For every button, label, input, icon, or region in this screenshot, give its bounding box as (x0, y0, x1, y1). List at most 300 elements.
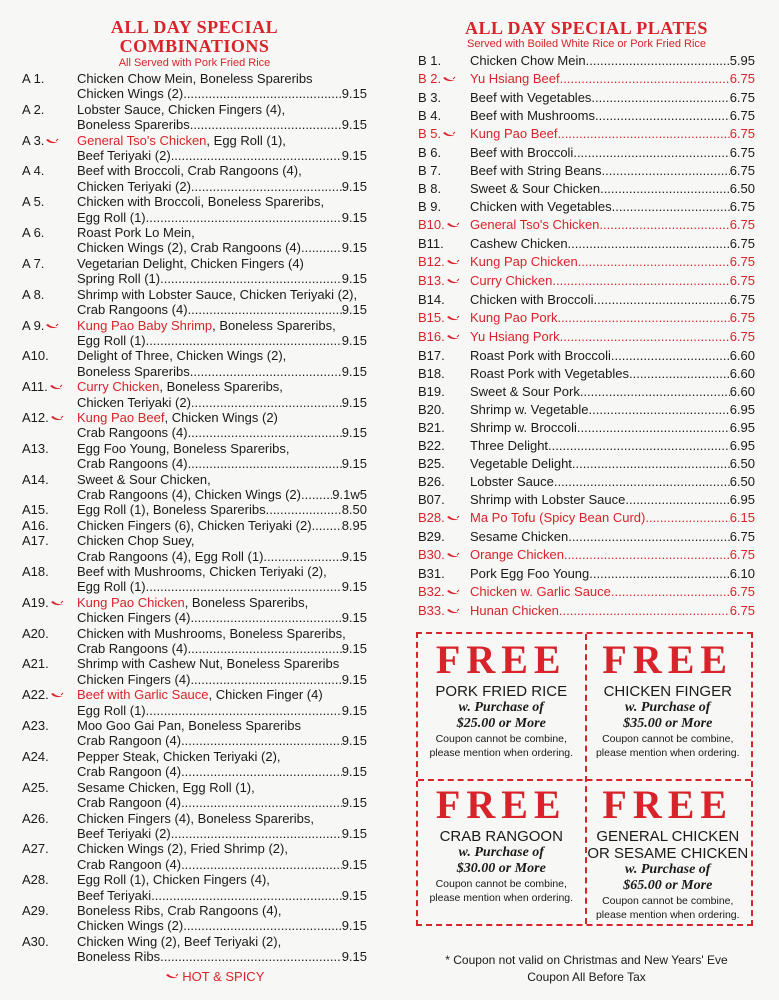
combo-code: A 7. (22, 255, 45, 271)
combo-line: Crab Rangoons (4) ..... 9.15 (77, 641, 367, 656)
dot-leader (573, 144, 729, 162)
combo-code: A 1. (22, 71, 45, 86)
coupon (418, 779, 585, 924)
plate-code: B 5. (418, 125, 470, 144)
dot-leader (591, 89, 729, 107)
plate-item (418, 401, 755, 419)
dot-leader (594, 291, 730, 309)
plate-item (418, 455, 755, 473)
combo-code: A16. (22, 517, 49, 533)
combo-line: Chicken Fingers (4) ..... 9.15 (77, 610, 367, 625)
coupon-amount: $30.00 or More (456, 861, 546, 876)
plate-item (418, 253, 755, 272)
plate-code: B18. (418, 366, 445, 381)
chili-pepper-icon (446, 257, 460, 269)
plate-price: 6.95 (729, 420, 755, 435)
dot-leader (181, 733, 342, 748)
plate-item (418, 89, 755, 107)
combo-item (22, 133, 367, 164)
dot-leader (589, 401, 730, 419)
chili-pepper-icon (50, 598, 64, 610)
combo-line: Vegetarian Delight, Chicken Fingers (4) (77, 255, 304, 271)
plate-price: 6.75 (729, 547, 755, 562)
combo-line: Chicken Teriyaki (2) ..... 9.15 (77, 179, 367, 194)
plate-item (418, 528, 755, 546)
plate-name: Yu Hsiang Beef (470, 71, 560, 86)
plate-price: 6.60 (729, 366, 755, 381)
combo-item (22, 441, 367, 472)
dot-leader (190, 364, 342, 379)
plate-price: 6.75 (729, 584, 755, 599)
combo-line: Crab Rangoon (4) ..... 9.15 (77, 857, 367, 872)
plate-item (418, 107, 755, 125)
chili-pepper-icon (446, 332, 460, 344)
chili-pepper-icon (446, 313, 460, 325)
combo-item (22, 287, 367, 318)
combo-code: A25. (22, 779, 49, 795)
plates-list (418, 52, 755, 621)
combo-code: A26. (22, 810, 49, 826)
coupon-item: OR SESAME CHICKEN (587, 845, 749, 862)
combo-item (22, 841, 367, 872)
dot-leader (312, 518, 342, 533)
plate-name: Beef with Broccoli (470, 145, 574, 160)
combo-price: 9.15 (341, 363, 367, 379)
combo-item (22, 71, 367, 102)
combo-item (22, 595, 367, 626)
coupon-note: please mention when ordering. (429, 892, 574, 904)
combo-line: Crab Rangoons (4), Chicken Wings (2) ..... 9.1w5 (77, 487, 367, 502)
plate-code: B 8. (418, 181, 442, 196)
combo-code: A24. (22, 748, 49, 764)
plate-name: Sweet & Sour Pork (470, 384, 580, 399)
combo-line: Boneless Spareribs ..... 9.15 (77, 117, 367, 132)
plate-code: B19. (418, 384, 445, 399)
combo-line: Crab Rangoon (4) ..... 9.15 (77, 764, 367, 779)
plate-code: B33. (418, 602, 470, 621)
plate-item (418, 419, 755, 437)
combo-line: Boneless Ribs, Crab Rangoons (4), (77, 902, 282, 918)
combo-line: Egg Foo Young, Boneless Spareribs, (77, 440, 290, 456)
plate-item (418, 144, 755, 162)
plate-item (418, 162, 755, 180)
combo-line: Kung Pao Baby Shrimp, Boneless Spareribs, (77, 317, 336, 333)
dot-leader (190, 117, 342, 132)
dot-leader (146, 703, 342, 718)
combo-price: 9.15 (341, 209, 367, 225)
combo-line: Shrimp with Lobster Sauce, Chicken Teriyaki (2), (77, 286, 358, 302)
plate-code: B12. (418, 253, 470, 272)
combo-price: 8.95 (341, 517, 367, 533)
plate-name: Beef with Vegetables (470, 90, 592, 105)
plate-name: Shrimp w. Broccoli (470, 420, 577, 435)
coupon-free-label: FREE (435, 782, 567, 827)
dot-leader (146, 579, 342, 594)
plate-item (418, 70, 755, 89)
combo-price: 9.15 (341, 425, 367, 441)
plate-item (418, 125, 755, 144)
coupon-amount: $35.00 or More (623, 716, 713, 731)
combo-line: Kung Pao Chicken, Boneless Spareribs, (77, 594, 309, 610)
combo-line: Crab Rangoons (4), Egg Roll (1) ..... 9.15 (77, 549, 367, 564)
plate-name: Shrimp w. Vegetable (470, 402, 589, 417)
plate-item (418, 309, 755, 328)
plate-name: Yu Hsiang Pork (470, 329, 560, 344)
dot-leader (188, 641, 342, 656)
plate-price: 6.75 (729, 126, 755, 141)
plate-price: 6.75 (729, 310, 755, 325)
plate-name: Roast Pork with Vegetables (470, 366, 629, 381)
combo-price: 9.15 (341, 271, 367, 287)
plate-item (418, 546, 755, 565)
dot-leader (183, 918, 341, 933)
dot-leader (586, 52, 730, 70)
coupon-note: Coupon cannot be combine, (602, 895, 734, 907)
combo-line: Beef with Broccoli, Crab Rangoons (4), (77, 163, 302, 179)
chili-pepper-icon (446, 606, 460, 618)
plate-item (418, 437, 755, 455)
plate-item (418, 180, 755, 198)
combo-price: 9.15 (341, 302, 367, 318)
dot-leader (181, 857, 342, 872)
combo-item (22, 410, 367, 441)
chili-pepper-icon (45, 136, 59, 148)
plate-code: B29. (418, 529, 445, 544)
plate-code: B26. (418, 474, 445, 489)
combo-item (22, 163, 367, 194)
coupon-item: GENERAL CHICKEN (596, 828, 740, 845)
plate-code: B 2. (418, 70, 470, 89)
combo-line: Chicken Wings (2), Fried Shrimp (2), (77, 841, 288, 857)
plate-code: B13. (418, 272, 470, 291)
spicy-dish-name: Kung Pao Baby Shrimp (77, 317, 213, 333)
dot-leader (151, 888, 342, 903)
dot-leader (548, 437, 730, 455)
coupon-note: please mention when ordering. (595, 747, 740, 759)
coupon-free-label: FREE (602, 782, 734, 827)
combo-code: A 4. (22, 163, 45, 179)
combo-line: Egg Roll (1) ..... 9.15 (77, 210, 367, 225)
dot-leader (190, 610, 341, 625)
combo-price: 9.15 (341, 579, 367, 595)
plate-price: 6.75 (729, 273, 755, 288)
dot-leader (191, 395, 342, 410)
plate-price: 6.75 (729, 163, 755, 178)
plate-name: Kung Pao Beef (470, 126, 558, 141)
combo-line: Kung Pao Beef, Chicken Wings (2) (77, 409, 278, 425)
combo-code: A10. (22, 348, 49, 364)
chili-pepper-icon (446, 220, 460, 232)
spicy-dish-name: Kung Pao Beef (77, 409, 165, 425)
plate-price: 6.15 (729, 510, 755, 525)
plate-code: B28. (418, 509, 470, 528)
plate-name: Lobster Sauce (470, 474, 554, 489)
plate-code: B32. (418, 583, 470, 602)
plate-name: Chicken with Broccoli (470, 292, 594, 307)
dot-leader (595, 107, 730, 125)
dot-leader (146, 210, 342, 225)
dot-leader (191, 179, 342, 194)
combo-line: Chicken Wings (2) ..... 9.15 (77, 918, 367, 933)
combo-line: Crab Rangoons (4) ..... 9.15 (77, 456, 367, 471)
plate-name: Chicken Chow Mein (470, 53, 586, 68)
plate-item (418, 235, 755, 253)
dot-leader (560, 70, 730, 89)
combo-item (22, 564, 367, 595)
dot-leader (611, 583, 730, 602)
combinations-list (22, 71, 367, 965)
dot-leader (146, 333, 342, 348)
combo-price: 9.15 (341, 671, 367, 687)
combo-code: A29. (22, 902, 49, 918)
coupon-purchase-label: w. Purchase of (625, 700, 711, 715)
dot-leader (599, 216, 729, 235)
dot-leader (580, 383, 730, 401)
combo-line: Egg Roll (1) ..... 9.15 (77, 333, 367, 348)
spicy-dish-name: Kung Pao Chicken (77, 594, 185, 610)
dot-leader (612, 198, 730, 216)
combo-code: A11. (22, 379, 77, 410)
combinations-title: ALL DAY SPECIAL COMBINATIONS (110, 17, 279, 56)
chili-pepper-icon (446, 550, 460, 562)
plate-price: 6.75 (729, 603, 755, 618)
plate-price: 6.75 (729, 145, 755, 160)
combo-price: 9.15 (341, 795, 367, 811)
plate-name: Shrimp with Lobster Sauce (470, 492, 626, 507)
dot-leader (578, 253, 730, 272)
combo-line: Sweet & Sour Chicken, (77, 471, 211, 487)
plate-code: B31. (418, 566, 445, 581)
combo-line: Egg Roll (1) ..... 9.15 (77, 579, 367, 594)
combo-code: A 5. (22, 194, 45, 210)
coupon (585, 779, 752, 924)
combo-line: Chicken Fingers (6), Chicken Teriyaki (2) ..... 8.95 (77, 518, 367, 533)
plate-name: Three Delight (470, 438, 549, 453)
combo-code: A18. (22, 564, 49, 579)
combo-line: General Tso's Chicken, Egg Roll (1), (77, 132, 286, 148)
chili-pepper-icon (165, 969, 179, 984)
combo-line: Crab Rangoons (4) ..... 9.15 (77, 425, 367, 440)
combo-code: A15. (22, 502, 49, 518)
plates-subtitle: Served with Boiled White Rice or Pork Fried Rice (466, 38, 707, 50)
coupon-footnote: * Coupon not valid on Christmas and New Years' Eve Coupon All Before Tax (445, 953, 728, 984)
coupon-note: Coupon cannot be combine, (602, 733, 734, 745)
plate-code: B15. (418, 309, 470, 328)
plate-item (418, 565, 755, 583)
combinations-subtitle: All Served with Pork Fried Rice (118, 57, 271, 69)
plate-code: B17. (418, 348, 445, 363)
dot-leader (188, 302, 342, 317)
plate-code: B 7. (418, 163, 442, 178)
combo-line: Chicken Teriyaki (2) ..... 9.15 (77, 395, 367, 410)
plate-name: Curry Chicken (470, 273, 553, 288)
plate-price: 6.75 (729, 90, 755, 105)
dot-leader (564, 546, 730, 565)
combo-price: 9.15 (341, 240, 367, 256)
plate-price: 6.75 (729, 199, 755, 214)
dot-leader (577, 419, 730, 437)
combo-line: Beef Teriyaki ..... 9.15 (77, 888, 367, 903)
special-plates-section (418, 18, 755, 621)
plate-price: 6.95 (729, 492, 755, 507)
combo-code: A20. (22, 625, 49, 641)
coupon-purchase-label: w. Purchase of (458, 845, 544, 860)
plate-item (418, 365, 755, 383)
combo-code: A27. (22, 841, 49, 857)
plate-price: 6.75 (729, 254, 755, 269)
chili-pepper-icon (45, 321, 59, 333)
plate-name: Kung Pao Pork (470, 310, 558, 325)
combo-price: 9.15 (341, 733, 367, 749)
combo-price: 9.15 (341, 825, 367, 841)
plate-name: Ma Po Tofu (Spicy Bean Curd) (470, 510, 646, 525)
dot-leader (301, 240, 342, 255)
plate-name: Roast Pork with Broccoli (470, 348, 611, 363)
dot-leader (181, 764, 342, 779)
dot-leader (554, 473, 730, 491)
coupon-amount: $65.00 or More (623, 878, 713, 893)
combo-item (22, 194, 367, 225)
combo-line: Chicken Wings (2) ..... 9.15 (77, 86, 367, 101)
plate-price: 6.75 (729, 529, 755, 544)
plate-code: B07. (418, 492, 445, 507)
combo-line: Boneless Spareribs ..... 9.15 (77, 364, 367, 379)
dot-leader (629, 365, 730, 383)
combo-line: Chicken with Mushrooms, Boneless Spareribs, (77, 625, 346, 641)
hot-spicy-legend: HOT & SPICY (62, 969, 367, 984)
plate-item (418, 328, 755, 347)
combo-item (22, 256, 367, 287)
combo-code: A13. (22, 440, 49, 456)
plate-price: 6.50 (729, 474, 755, 489)
dot-leader (611, 347, 730, 365)
plate-name: Vegetable Delight (470, 456, 572, 471)
chili-pepper-icon (442, 74, 456, 86)
plate-code: B10. (418, 216, 470, 235)
dot-leader (263, 549, 341, 564)
plate-code: B21. (418, 420, 445, 435)
combo-item (22, 348, 367, 379)
combo-item (22, 502, 367, 517)
combo-line: Spring Roll (1) ..... 9.15 (77, 271, 367, 286)
combo-item (22, 518, 367, 533)
plate-item (418, 198, 755, 216)
dot-leader (160, 949, 342, 964)
plate-code: B 9. (418, 199, 442, 214)
combo-price: 9.15 (341, 456, 367, 472)
dot-leader (560, 328, 730, 347)
plate-code: B 1. (418, 53, 442, 68)
coupon-note: please mention when ordering. (595, 909, 740, 921)
plate-item (418, 272, 755, 291)
plate-price: 6.75 (729, 71, 755, 86)
plate-code: B30. (418, 546, 470, 565)
plate-item (418, 509, 755, 528)
plate-name: Sesame Chicken (470, 529, 569, 544)
chili-pepper-icon (49, 382, 63, 394)
coupon-amount: $25.00 or More (456, 716, 546, 731)
combo-price: 9.15 (341, 178, 367, 194)
combo-line: Lobster Sauce, Chicken Fingers (4), (77, 101, 286, 117)
combo-line: Chicken with Broccoli, Boneless Spareribs, (77, 194, 325, 210)
coupon (418, 634, 585, 779)
dot-leader (557, 125, 729, 144)
plate-code: B 6. (418, 145, 442, 160)
dot-leader (181, 795, 342, 810)
coupon-note: Coupon cannot be combine, (435, 878, 567, 890)
coupon-item: CRAB RANGOON (439, 828, 563, 845)
combo-code: A 3. (22, 133, 77, 164)
coupon-item: CHICKEN FINGER (603, 683, 732, 700)
combo-line: Egg Roll (1), Boneless Spareribs ..... 8.50 (77, 502, 367, 517)
plates-title: ALL DAY SPECIAL PLATES (465, 18, 708, 38)
plate-price: 6.75 (729, 236, 755, 251)
combo-line: Curry Chicken, Boneless Spareribs, (77, 379, 283, 395)
combo-line: Chicken Wing (2), Beef Teriyaki (2), (77, 933, 282, 949)
chili-pepper-icon (446, 587, 460, 599)
coupon-note: please mention when ordering. (429, 747, 574, 759)
combo-line: Chicken Wings (2), Crab Rangoons (4) ..... 9.15 (77, 240, 367, 255)
coupon-free-label: FREE (602, 637, 734, 682)
dot-leader (568, 528, 729, 546)
combinations-section (22, 18, 367, 984)
combo-line: Pepper Steak, Chicken Teriyaki (2), (77, 748, 281, 764)
plate-code: B11. (418, 236, 444, 251)
plate-name: Beef with Mushrooms (470, 108, 595, 123)
dot-leader (625, 491, 729, 509)
combo-line: Egg Roll (1), Chicken Fingers (4), (77, 872, 270, 888)
combo-item (22, 379, 367, 410)
dot-leader (190, 672, 341, 687)
plate-code: B14. (418, 292, 445, 307)
dot-leader (160, 271, 342, 286)
combo-code: A22. (22, 687, 77, 718)
combo-item (22, 318, 367, 349)
combo-line: Boneless Ribs ..... 9.15 (77, 949, 367, 964)
coupon-item: PORK FRIED RICE (435, 683, 568, 700)
plate-price: 6.95 (729, 438, 755, 453)
combo-item (22, 749, 367, 780)
dot-leader (188, 456, 342, 471)
plate-name: Beef with String Beans (470, 163, 602, 178)
dot-leader (559, 602, 730, 621)
combo-line: Egg Roll (1) ..... 9.15 (77, 703, 367, 718)
combo-item (22, 102, 367, 133)
combo-code: A23. (22, 718, 49, 734)
plate-code: B25. (418, 456, 445, 471)
spicy-dish-name: Beef with Garlic Sauce (77, 687, 209, 703)
plate-name: Sweet & Sour Chicken (470, 181, 601, 196)
chili-pepper-icon (446, 513, 460, 525)
combo-price: 9.15 (341, 332, 367, 348)
plate-item (418, 52, 755, 70)
plate-name: Chicken w. Garlic Sauce (470, 584, 611, 599)
plate-price: 5.95 (729, 53, 755, 68)
combo-price: 9.15 (341, 148, 367, 164)
plate-price: 6.75 (729, 217, 755, 232)
combo-price: 9.15 (341, 918, 367, 934)
combo-item (22, 656, 367, 687)
coupon-purchase-label: w. Purchase of (625, 862, 711, 877)
plate-name: Pork Egg Foo Young (470, 566, 590, 581)
combo-price: 9.15 (341, 117, 367, 133)
dot-leader (552, 272, 729, 291)
dot-leader (301, 487, 332, 502)
plate-name: Kung Pap Chicken (470, 254, 578, 269)
combo-line: Beef with Garlic Sauce, Chicken Finger (4) (77, 687, 323, 703)
combo-price: 9.1w5 (332, 486, 367, 502)
combo-price: 9.15 (341, 394, 367, 410)
